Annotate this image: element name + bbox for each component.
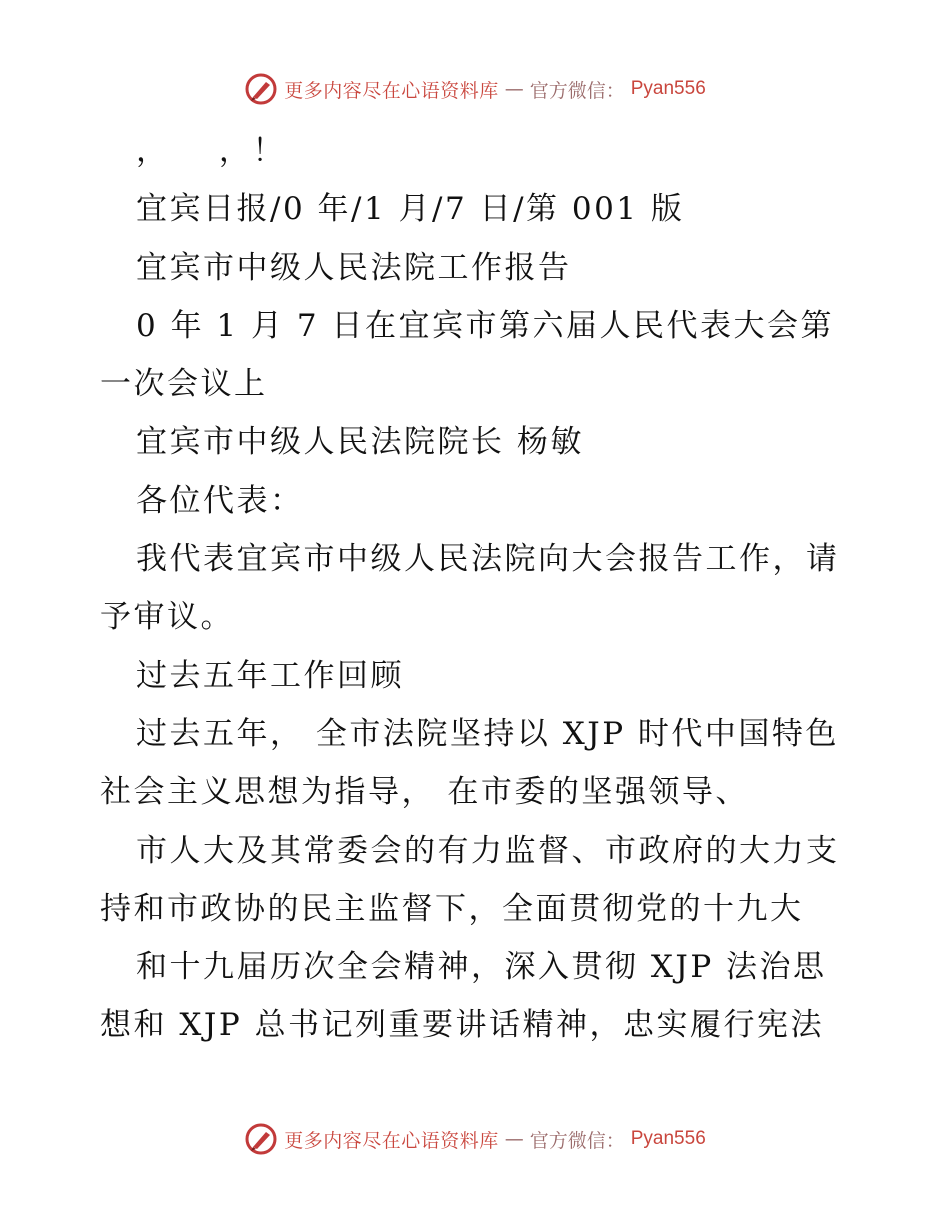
document-line: 宜宾日报/0 年/1 月/7 日/第 001 版 [136, 191, 685, 228]
watermark-wechat-id: Pyan556 [630, 1128, 706, 1149]
watermark-wechat-label: 官方微信： [529, 79, 625, 102]
document-line: 我代表宜宾市中级人民法院向大会报告工作，请 [136, 541, 840, 578]
document-line: 想和 XJP 总书记列重要讲话精神，忠实履行宪法 [100, 1007, 825, 1044]
document-line: 予审议。 [100, 599, 234, 636]
pen-logo-icon [244, 72, 278, 106]
document-line: 宜宾市中级人民法院工作报告 [136, 249, 572, 286]
pen-logo-icon [244, 1122, 278, 1156]
document-line: 各位代表： [136, 482, 304, 519]
document-line: 过去五年， 全市法院坚持以 XJP 时代中国特色 [136, 715, 839, 752]
watermark-dash: — [504, 1128, 524, 1150]
watermark-footer [0, 1122, 950, 1156]
watermark-header [0, 72, 950, 106]
document-line: 和十九届历次全会精神，深入贯彻 XJP 法治思 [136, 949, 827, 986]
document-line: 宜宾市中级人民法院院长 杨敏 [136, 424, 584, 461]
document-body [100, 122, 860, 1055]
document-line: 社会主义思想为指导， 在市委的坚强领导、 [100, 774, 749, 811]
document-line: 持和市政协的民主监督下，全面贯彻党的十九大 [100, 890, 804, 927]
document-line: 市人大及其常委会的有力监督、市政府的大力支 [136, 832, 840, 869]
document-line: ， ，！ [136, 133, 286, 169]
watermark-wechat-id: Pyan556 [630, 78, 706, 99]
watermark-dash: — [504, 78, 524, 100]
document-line: 过去五年工作回顾 [136, 657, 404, 694]
document-line: 一次会议上 [100, 366, 268, 403]
document-line: 0 年 1 月 7 日在宜宾市第六届人民代表大会第 [136, 307, 834, 344]
watermark-wechat-label: 官方微信： [529, 1129, 625, 1152]
watermark-text: 更多内容尽在心语资料库 [284, 1129, 499, 1152]
watermark-text: 更多内容尽在心语资料库 [284, 79, 499, 102]
